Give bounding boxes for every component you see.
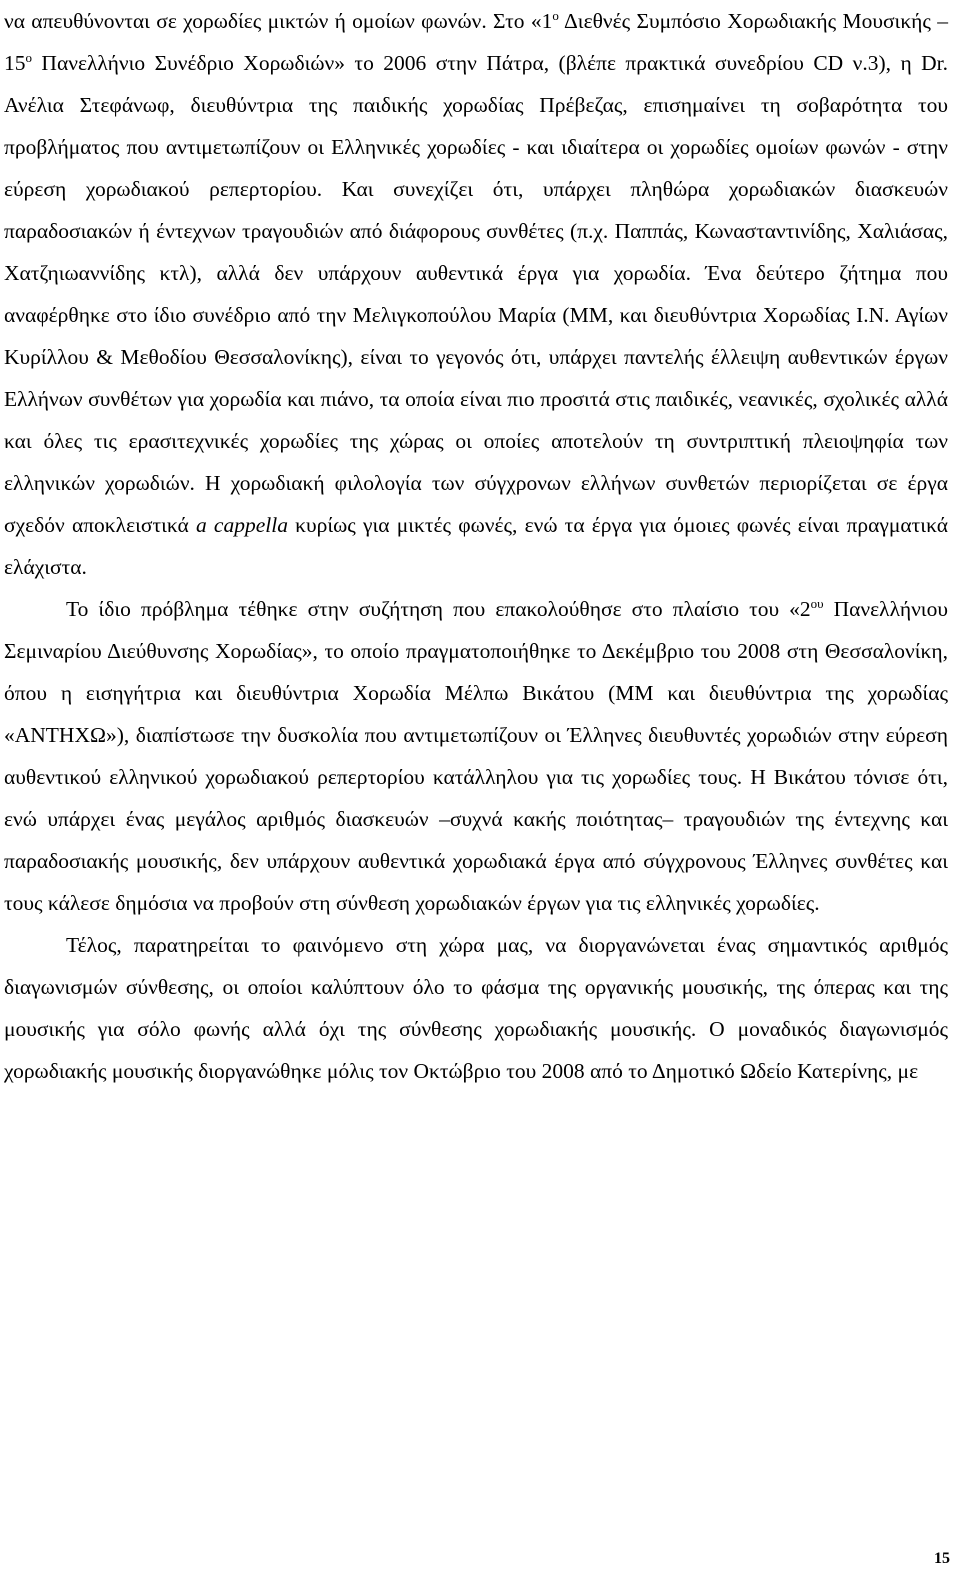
text-segment: να απευθύνονται σε χορωδίες μικτών ή ομοίων φωνών. Στο «1 xyxy=(4,9,553,33)
superscript: ου xyxy=(810,595,824,611)
text-segment: Διεθνές Συμπόσιο Χορωδιακής Μουσικής – 15 xyxy=(4,9,948,75)
document-page xyxy=(4,0,948,1092)
text-segment: Πανελλήνιο Συνέδριο Χορωδιών» το 2006 στην Πάτρα, (βλέπε πρακτικά συνεδρίου CD ν.3), η Dr. Ανέλια Στεφάνωφ, διευθύντρια της παιδικής χορωδίας Πρέβεζας, επισημαίνει τη σοβαρότητα του προβλήματος που αντιμετωπίζουν οι Ελληνικές χορωδίες - και ιδιαίτερα οι χορωδίες ομοίων φωνών - στην εύρεση χορωδιακού ρεπερτορίου. Και συνεχίζει ότι, υπάρχει πληθώρα χορωδιακών διασκευών παραδοσιακών ή έντεχνων τραγουδιών από διάφορους συνθέτες (π.χ. Παππάς, Κωνασταντινίδης, Χαλιάσας, Χατζηιωαννίδης κτλ), αλλά δεν υπάρχουν αυθεντικά έργα για χορωδία. Ένα δεύτερο ζήτημα που αναφέρθηκε στο ίδιο συνέδριο από την Μελιγκοπούλου Μαρία (ΜΜ, και διευθύντρια Χορωδίας Ι.Ν. Αγίων Κυρίλλου & Μεθοδίου Θεσσαλονίκης), είναι το γεγονός ότι, υπάρχει παντελής έλλειψη αυθεντικών έργων Ελλήνων συνθέτων για χορωδία και πιάνο, τα οποία είναι πιο προσιτά στις παιδικές, νεανικές, σχολικές αλλά και όλες τις ερασιτεχνικές χορωδίες της χώρας οι οποίες αποτελούν τη συντριπτική πλειοψηφία των ελληνικών χορωδιών. Η χορωδιακή φιλολογία των σύγχρονων ελλήνων συνθετών περιορίζεται σε έργα σχεδόν αποκλειστικά xyxy=(4,51,948,537)
text-segment: Τέλος, παρατηρείται το φαινόμενο στη χώρα μας, να διοργανώνεται ένας σημαντικός αριθμός διαγωνισμών σύνθεσης, οι οποίοι καλύπτουν όλο το φάσμα της οργανικής μουσικής, της όπερας και της μουσικής για σόλο φωνής αλλά όχι της σύνθεσης χορωδιακής μουσικής. Ο μοναδικός διαγωνισμός χορωδιακής μουσικής διοργανώθηκε μόλις τον Οκτώβριο του 2008 από το Δημοτικό Ωδείο Κατερίνης, με xyxy=(4,933,948,1083)
text-segment: κυρίως για μικτές φωνές, ενώ τα έργα για όμοιες φωνές είναι πραγματικά ελάχιστα. xyxy=(4,513,948,579)
paragraph-2 xyxy=(4,588,948,924)
italic-term: a cappella xyxy=(196,513,288,537)
page-number: 15 xyxy=(934,1550,950,1567)
paragraph-3 xyxy=(4,924,948,1092)
paragraph-1 xyxy=(4,0,948,588)
text-segment: Το ίδιο πρόβλημα τέθηκε στην συζήτηση που επακολούθησε στο πλαίσιο του «2 xyxy=(66,597,811,621)
superscript: ο xyxy=(552,7,559,23)
text-segment: Πανελλήνιου Σεμιναρίου Διεύθυνσης Χορωδίας», το οποίο πραγματοποιήθηκε το Δεκέμβριο του 2008 στη Θεσσαλονίκη, όπου η εισηγήτρια και διευθύντρια Χορωδία Μέλπω Βικάτου (ΜΜ και διευθύντρια της χορωδίας «ΑΝΤΗΧΩ»), διαπίστωσε την δυσκολία που αντιμετωπίζουν οι Έλληνες διευθυντές χορωδιών στην εύρεση αυθεντικού ελληνικού χορωδιακού ρεπερτορίου κατάλληλου για τις χορωδίες τους. Η Βικάτου τόνισε ότι, ενώ υπάρχει ένας μεγάλος αριθμός διασκευών –συχνά κακής ποιότητας– τραγουδιών της έντεχνης και παραδοσιακής μουσικής, δεν υπάρχουν αυθεντικά χορωδιακά έργα από σύγχρονους Έλληνες συνθέτες και τους κάλεσε δημόσια να προβούν στη σύνθεση χορωδιακών έργων για τις ελληνικές χορωδίες. xyxy=(4,597,948,915)
superscript: ο xyxy=(25,49,32,65)
